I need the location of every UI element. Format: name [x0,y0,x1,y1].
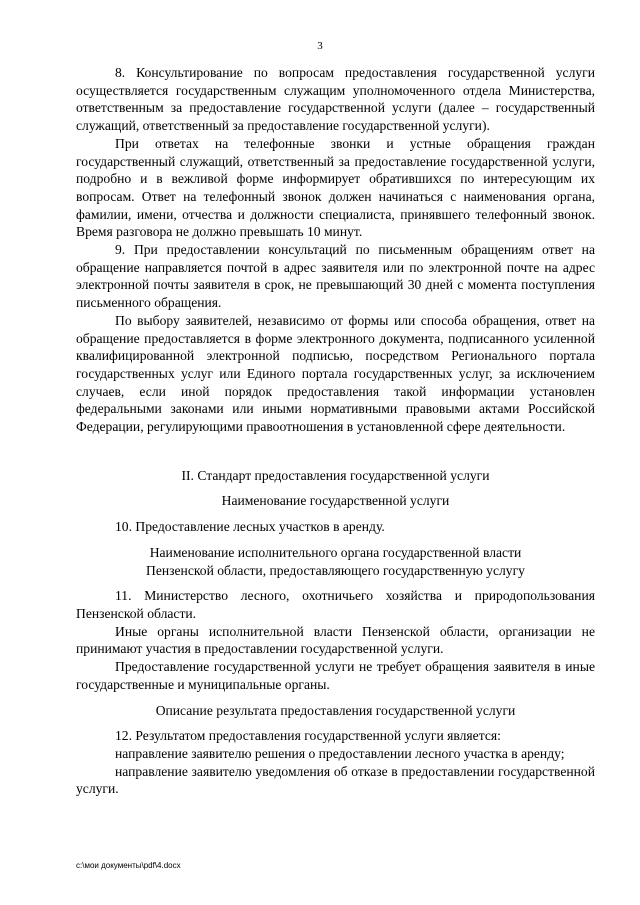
section-title: II. Стандарт предоставления государственной услуги [181,467,490,483]
heading-organ-line2: Пензенской области, предоставляющего государственную услугу [146,562,525,578]
paragraph-11: 11. Министерство лесного, охотничьего хозяйства и природопользования Пензенской области. [76,588,595,621]
paragraph-8: 8. Консультирование по вопросам предоставления государственной услуги осуществляется государственным служащим уполномоченного отдела Министерства, ответственным за предоставление государственной услуги (далее – государственный служащий, ответственный за предоставление государственной услуги). [76,65,595,134]
paragraph-applicant-choice: По выбору заявителей, независимо от формы или способа обращения, ответ на обращение предоставляется в форме электронного документа, подписанного усиленной квалифицированной электронной подписью, посредством Регионального портала государственных услуг или Единого портала государственных услуг, за исключением случаев, если иной порядок предоставления такой информации установлен федеральными законами или иными нормативными правовыми актами Российской Федерации, регулирующими правоотношения в установленной сфере деятельности. [76,312,595,435]
footer-file-path: c:\мои документы\pdf\4.docx [76,861,181,870]
heading-result: Описание результата предоставления государственной услуги [155,702,516,718]
heading-organ [76,544,595,579]
paragraph-phone-answers: При ответах на телефонные звонки и устные обращения граждан государственный служащий, ответственный за предоставление государственной услуги, подробно и в вежливой форме информирует обратившихся по интересующим их вопросам. Ответ на телефонный звонок должен начинаться с наименования органа, фамилии, имени, отчества и должности специалиста, принявшего телефонный звонок. Время разговора не должно превышать 10 минут. [76,135,595,240]
paragraph-no-appeal: Предоставление государственной услуги не требует обращения заявителя в иные государственные и муниципальные органы. [76,659,595,692]
paragraph-result-decision: направление заявителю решения о предоставлении лесного участка в аренду; [115,745,565,761]
paragraph-other-organs: Иные органы исполнительной власти Пензенской области, организации не принимают участия в предоставлении государственной услуги. [76,623,595,657]
document-body [76,64,595,798]
paragraph-9: 9. При предоставлении консультаций по письменным обращениям ответ на обращение направляется почтой в адрес заявителя или по электронной почте на адрес электронной почты заявителя в срок, не превышающий 30 дней с момента поступления письменного обращения. [76,242,595,311]
paragraph-result-refusal: направление заявителю уведомления об отказе в предоставлении государственной услуги. [76,763,595,797]
paragraph-12: 12. Результатом предоставления государственной услуги является: [115,728,501,744]
paragraph-10: 10. Предоставление лесных участков в аренду. [115,519,385,535]
heading-service-name: Наименование государственной услуги [221,493,450,509]
heading-organ-line1: Наименование исполнительного органа государственной власти [149,544,522,560]
page-number: 3 [317,40,323,52]
